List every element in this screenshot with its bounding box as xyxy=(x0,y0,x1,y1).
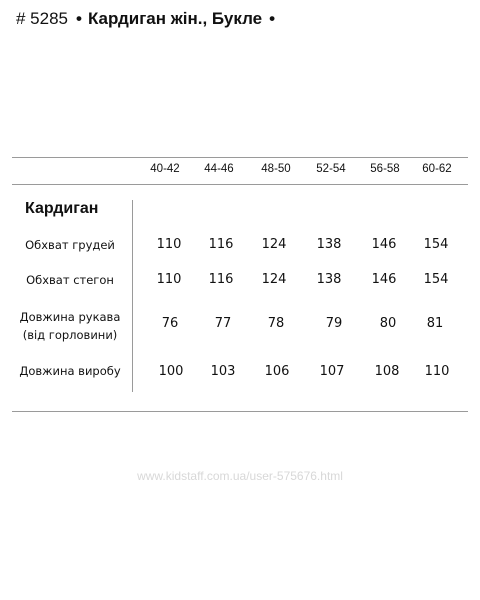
size-header: 44-46 xyxy=(204,163,234,175)
page-title xyxy=(16,9,275,29)
table-cell: 154 xyxy=(423,237,449,252)
table-cell: 107 xyxy=(319,364,345,379)
table-cell: 154 xyxy=(423,272,449,287)
table-cell: 116 xyxy=(208,237,234,252)
section-title: Кардиган xyxy=(25,200,99,217)
table-cell: 124 xyxy=(261,272,287,287)
size-header: 56-58 xyxy=(370,163,400,175)
table-bottom-rule xyxy=(12,411,468,412)
table-cell: 146 xyxy=(371,237,397,252)
row-label-line: Довжина рукава xyxy=(19,310,121,324)
size-header: 60-62 xyxy=(422,163,452,175)
table-cell: 106 xyxy=(264,364,290,379)
table-cell: 146 xyxy=(371,272,397,287)
row-label-line: (від горловини) xyxy=(22,328,118,342)
table-column-divider xyxy=(132,200,133,392)
row-label-chest: Обхват грудей xyxy=(25,238,115,252)
row-label-garment-length: Довжина виробу xyxy=(19,364,121,378)
bullet-separator: • xyxy=(76,9,82,28)
table-header-rule xyxy=(12,184,468,185)
table-cell: 138 xyxy=(316,237,342,252)
size-header: 48-50 xyxy=(261,163,291,175)
table-cell: 124 xyxy=(261,237,287,252)
table-cell: 78 xyxy=(267,316,285,331)
table-cell: 79 xyxy=(325,316,343,331)
table-cell: 110 xyxy=(156,237,182,252)
row-label-hips: Обхват стегон xyxy=(26,273,114,287)
table-cell: 116 xyxy=(208,272,234,287)
table-cell: 108 xyxy=(374,364,400,379)
sku-number: # 5285 xyxy=(16,9,68,28)
product-title: Кардиган жін., Букле xyxy=(87,9,263,28)
table-top-rule xyxy=(12,157,468,158)
table-cell: 110 xyxy=(156,272,182,287)
table-cell: 100 xyxy=(158,364,184,379)
table-cell: 76 xyxy=(161,316,179,331)
table-cell: 110 xyxy=(424,364,450,379)
bullet-separator-end: • xyxy=(269,9,276,28)
size-header: 40-42 xyxy=(150,163,180,175)
size-header: 52-54 xyxy=(316,163,346,175)
watermark-url: www.kidstaff.com.ua/user-575676.html xyxy=(137,469,343,483)
row-label-sleeve-length xyxy=(12,308,128,344)
table-cell: 138 xyxy=(316,272,342,287)
table-cell: 77 xyxy=(214,316,232,331)
table-cell: 80 xyxy=(379,316,397,331)
table-cell: 81 xyxy=(426,316,444,331)
table-cell: 103 xyxy=(210,364,236,379)
